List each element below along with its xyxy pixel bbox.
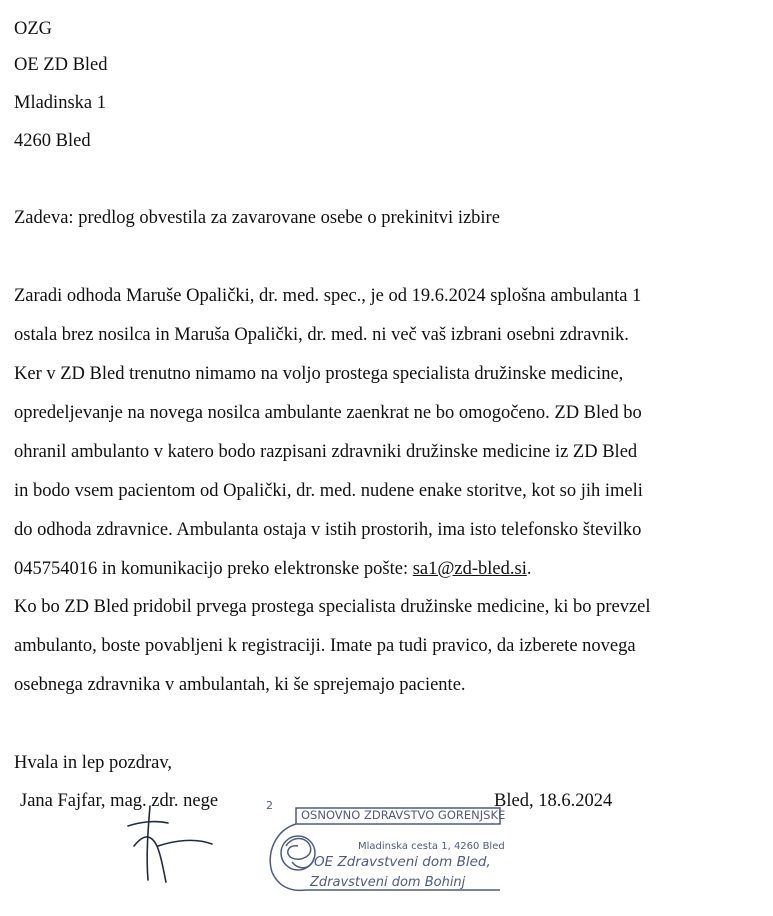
body-text: .	[526, 559, 532, 579]
address-line-2: OE ZD Bled	[14, 55, 108, 75]
body-line: ambulanto, boste povabljeni k registraciji. Imate pa tudi pravico, da izberete novega	[14, 636, 636, 656]
address-line-3: Mladinska 1	[14, 93, 106, 113]
body-line: do odhoda zdravnice. Ambulanta ostaja v istih prostorih, ima isto telefonsko številko	[14, 520, 642, 540]
signer-name: Jana Fajfar, mag. zdr. nege	[20, 791, 219, 811]
stamp-org: OSNOVNO ZDRAVSTVO GORENJSKE	[301, 808, 506, 822]
body-line: osebnega zdravnika v ambulantah, ki še sprejemajo paciente.	[14, 675, 466, 695]
stamp-unit: OE Zdravstveni dom Bled,	[314, 854, 491, 870]
body-line: Ker v ZD Bled trenutno nimamo na voljo prostega specialista družinske medicine,	[14, 364, 624, 384]
subject-line: Zadeva: predlog obvestila za zavarovane osebe o prekinitvi izbire	[14, 208, 500, 228]
stamp-address: Mladinska cesta 1, 4260 Bled	[358, 841, 505, 852]
body-line: in bodo vsem pacientom od Opalički, dr. med. nudene enake storitve, kot so jih imeli	[14, 481, 643, 501]
body-text: 045754016 in komunikacijo preko elektronske pošte:	[14, 559, 413, 579]
body-line: opredeljevanje na novega nosilca ambulante zaenkrat ne bo omogočeno. ZD Bled bo	[14, 403, 642, 423]
address-line-4: 4260 Bled	[14, 131, 91, 151]
place-date: Bled, 18.6.2024	[494, 791, 613, 811]
body-line: Ko bo ZD Bled pridobil prvega prostega specialista družinske medicine, ki bo prevzel	[14, 597, 651, 617]
body-line: ostala brez nosilca in Maruša Opalički, dr. med. ni več vaš izbrani osebni zdravnik.	[14, 325, 629, 345]
address-line-1: OZG	[14, 19, 53, 39]
body-line: ohranil ambulanto v katero bodo razpisani zdravniki družinske medicine iz ZD Bled	[14, 442, 638, 462]
handwritten-signature	[128, 806, 212, 882]
closing-line: Hvala in lep pozdrav,	[14, 753, 173, 773]
stamp-number: 2	[266, 799, 273, 812]
body-line: Zaradi odhoda Maruše Opalički, dr. med. spec., je od 19.6.2024 splošna ambulanta 1	[14, 286, 642, 306]
email-link[interactable]: sa1@zd-bled.si	[412, 559, 527, 579]
stamp-unit-2: Zdravstveni dom Bohinj	[310, 875, 466, 890]
